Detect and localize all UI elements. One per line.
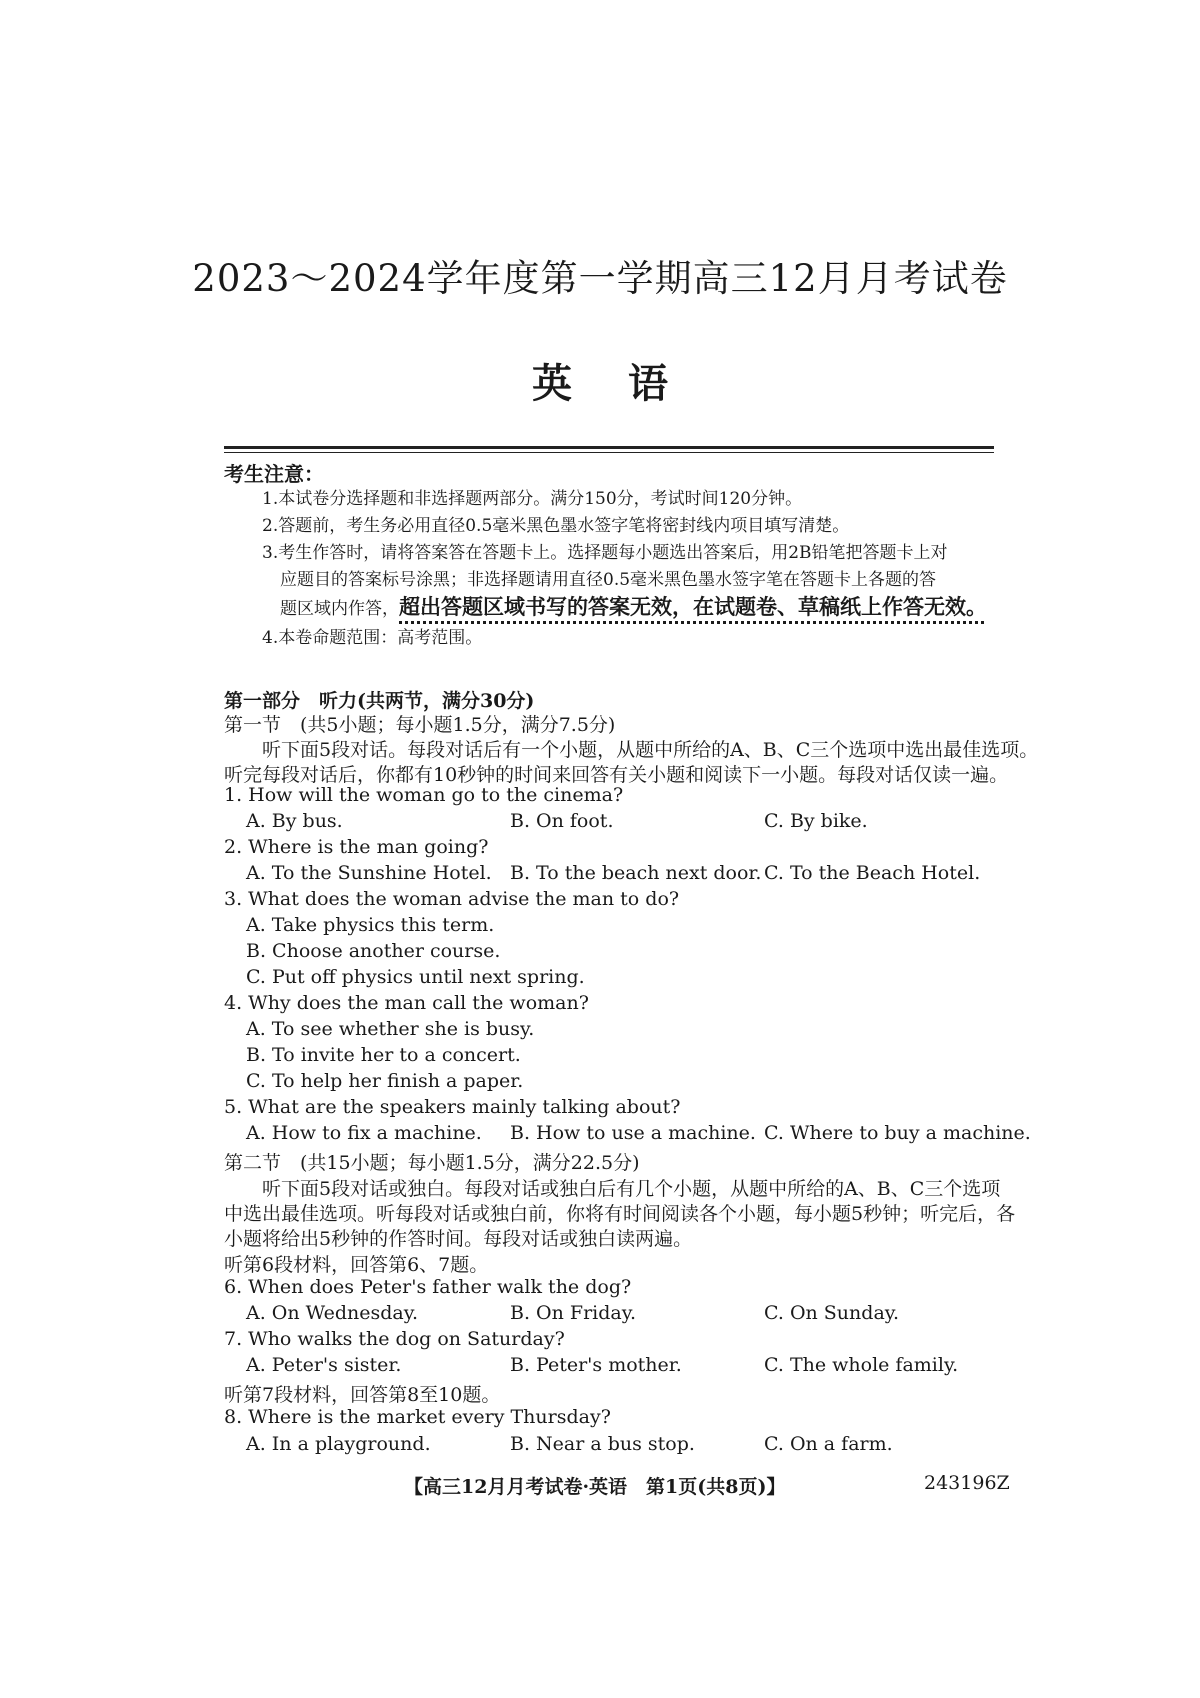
section2-instruction-1: 听下面5段对话或独白。每段对话或独白后有几个小题，从题中所给的A、B、C三个选项: [262, 1178, 1001, 1200]
material-6-heading: 听第6段材料，回答第6、7题。: [224, 1254, 489, 1276]
q4-option-c: C. To help her finish a paper.: [246, 1070, 524, 1092]
q4-option-b: B. To invite her to a concert.: [246, 1044, 521, 1066]
q3-stem: 3. What does the woman advise the man to do?: [224, 888, 680, 910]
q1-option-c: C. By bike.: [764, 810, 868, 832]
q2-stem: 2. Where is the man going?: [224, 836, 489, 858]
q8-option-a: A. In a playground.: [246, 1433, 431, 1455]
notice-item-3-prefix: 题区域内作答，: [280, 599, 399, 619]
q5-option-c: C. Where to buy a machine.: [764, 1122, 1031, 1144]
q7-option-b: B. Peter's mother.: [510, 1354, 682, 1376]
section1-instruction-1: 听下面5段对话。每段对话后有一个小题，从题中所给的A、B、C三个选项中选出最佳选项。: [262, 739, 1039, 761]
material-7-heading: 听第7段材料，回答第8至10题。: [224, 1384, 501, 1406]
notice-item-3: 3.考生作答时，请将答案答在答题卡上。选择题每小题选出答案后，用2B铅笔把答题卡上对: [262, 543, 948, 563]
q7-option-c: C. The whole family.: [764, 1354, 959, 1376]
section2-instruction-3: 小题将给出5秒钟的作答时间。每段对话或独白读两遍。: [224, 1228, 693, 1250]
q6-option-a: A. On Wednesday.: [246, 1302, 419, 1324]
q6-option-c: C. On Sunday.: [764, 1302, 900, 1324]
q1-stem: 1. How will the woman go to the cinema?: [224, 784, 624, 806]
q7-option-a: A. Peter's sister.: [246, 1354, 402, 1376]
q5-stem: 5. What are the speakers mainly talking about?: [224, 1096, 681, 1118]
notice-item-3-cont: 应题目的答案标号涂黑；非选择题请用直径0.5毫米黑色墨水签字笔在答题卡上各题的答: [280, 570, 937, 590]
q5-option-b: B. How to use a machine.: [510, 1122, 756, 1144]
subject-title: 英语: [532, 360, 724, 407]
header-divider-thin: [224, 452, 994, 453]
q1-option-b: B. On foot.: [510, 810, 614, 832]
notice-item-3-end: [280, 594, 987, 623]
q4-option-a: A. To see whether she is busy.: [246, 1018, 535, 1040]
q8-option-b: B. Near a bus stop.: [510, 1433, 695, 1455]
q3-option-a: A. Take physics this term.: [246, 914, 495, 936]
section1-instruction-2: 听完每段对话后，你都有10秒钟的时间来回答有关小题和阅读下一小题。每段对话仅读一遍。: [224, 764, 1009, 786]
section2-heading: 第二节 (共15小题；每小题1.5分，满分22.5分): [224, 1152, 640, 1174]
q5-option-a: A. How to fix a machine.: [246, 1122, 482, 1144]
exam-title: 2023～2024学年度第一学期高三12月月考试卷: [192, 257, 1008, 300]
part1-heading: 第一部分 听力(共两节，满分30分): [224, 690, 535, 712]
q7-stem: 7. Who walks the dog on Saturday?: [224, 1328, 565, 1350]
section2-instruction-2: 中选出最佳选项。听每段对话或独白前，你将有时间阅读各个小题，每小题5秒钟；听完后，各: [224, 1203, 1016, 1225]
header-divider-thick: [224, 446, 994, 449]
page-footer: 【高三12月月考试卷·英语 第1页(共8页)】: [404, 1476, 786, 1498]
q3-option-c: C. Put off physics until next spring.: [246, 966, 585, 988]
q6-option-b: B. On Friday.: [510, 1302, 636, 1324]
q1-option-a: A. By bus.: [246, 810, 343, 832]
notice-heading: 考生注意：: [224, 462, 324, 486]
q2-option-a: A. To the Sunshine Hotel.: [246, 862, 492, 884]
q3-option-b: B. Choose another course.: [246, 940, 501, 962]
q4-stem: 4. Why does the man call the woman?: [224, 992, 589, 1014]
section1-heading: 第一节 (共5小题；每小题1.5分，满分7.5分): [224, 714, 616, 736]
q8-option-c: C. On a farm.: [764, 1433, 893, 1455]
notice-emphasis: 超出答题区域书写的答案无效，在试题卷、草稿纸上作答无效。: [399, 595, 987, 619]
notice-item-2: 2.答题前，考生务必用直径0.5毫米黑色墨水签字笔将密封线内项目填写清楚。: [262, 516, 850, 536]
q2-option-c: C. To the Beach Hotel.: [764, 862, 981, 884]
q2-option-b: B. To the beach next door.: [510, 862, 762, 884]
q6-stem: 6. When does Peter's father walk the dog?: [224, 1276, 632, 1298]
notice-item-4: 4.本卷命题范围：高考范围。: [262, 628, 483, 648]
paper-code: 243196Z: [924, 1472, 1010, 1494]
notice-item-1: 1.本试卷分选择题和非选择题两部分。满分150分，考试时间120分钟。: [262, 489, 803, 509]
q8-stem: 8. Where is the market every Thursday?: [224, 1406, 611, 1428]
